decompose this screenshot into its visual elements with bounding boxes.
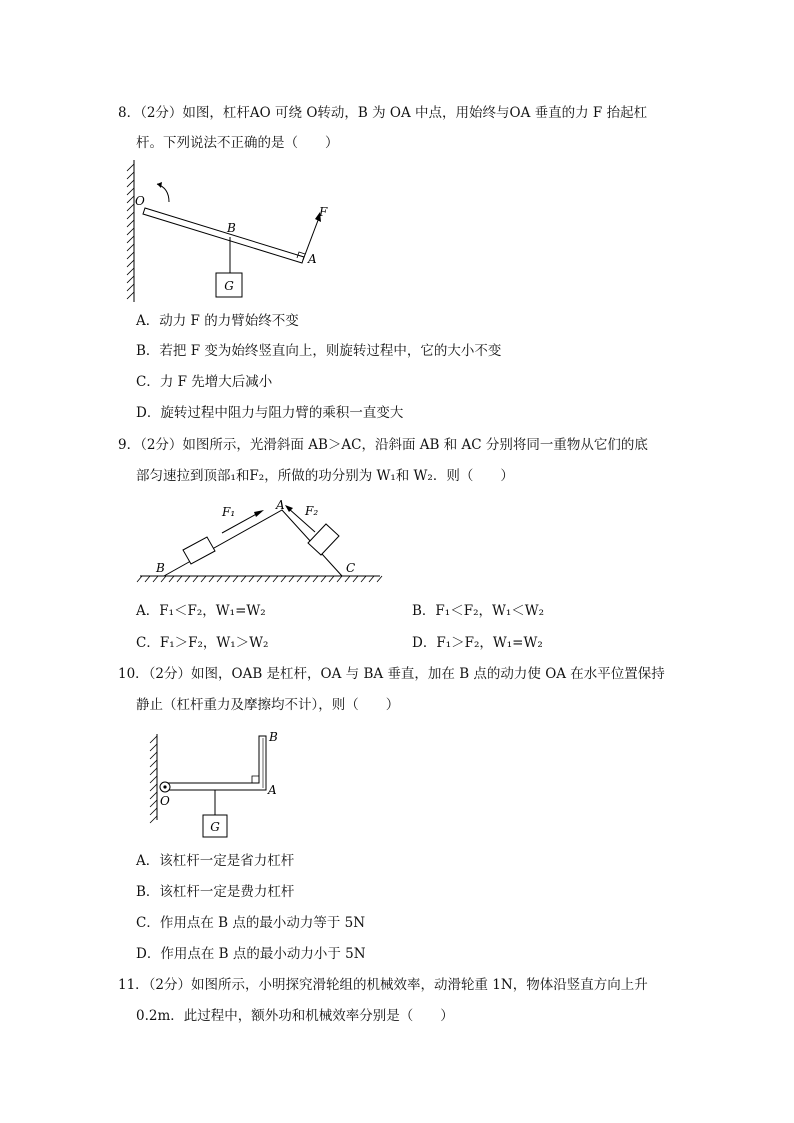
- q8-option-a: A．动力 F 的力臂始终不变: [136, 313, 299, 329]
- q10-lever-figure: [148, 728, 298, 840]
- q9-label-A: A: [276, 498, 285, 512]
- q10-option-d: D．作用点在 B 点的最小动力小于 5N: [136, 946, 366, 962]
- q9-option-c: C．F₁＞F₂，W₁＞W₂: [136, 635, 269, 651]
- q10-stem-line1: 10．（2分）如图，OAB 是杠杆，OA 与 BA 垂直，加在 B 点的动力使 OA 在水平位置保持: [118, 666, 665, 682]
- q10-option-b: B．该杠杆一定是费力杠杆: [136, 884, 295, 900]
- q9-option-d: D．F₁＞F₂，W₁=W₂: [412, 635, 543, 651]
- q10-label-O: O: [160, 794, 170, 808]
- q10-label-B: B: [269, 730, 278, 744]
- q11-stem-line1: 11．（2分）如图所示，小明探究滑轮组的机械效率，动滑轮重 1N，物体沿竖直方向上升: [118, 977, 648, 993]
- q8-option-b: B．若把 F 变为始终竖直向上，则旋转过程中，它的大小不变: [136, 343, 502, 359]
- q9-label-C: C: [346, 561, 356, 575]
- q9-label-F1: F₁: [222, 505, 236, 519]
- q9-stem-line1: 9．（2分）如图所示，光滑斜面 AB＞AC，沿斜面 AB 和 AC 分别将同一重物从它们的底: [118, 437, 648, 453]
- q8-label-O: O: [135, 194, 145, 208]
- q8-label-F: F: [319, 205, 328, 219]
- q9-option-a: A．F₁＜F₂，W₁=W₂: [136, 603, 266, 619]
- q8-label-B: B: [227, 221, 236, 235]
- q8-option-c: C．力 F 先增大后减小: [136, 374, 273, 390]
- q11-stem-line2: 0.2m．此过程中，额外功和机械效率分别是（ ）: [136, 1008, 454, 1024]
- q9-incline-figure: [136, 498, 386, 588]
- q9-label-B: B: [156, 561, 165, 575]
- q8-stem-line1: 8．（2分）如图，杠杆AO 可绕 O转动，B 为 OA 中点，用始终与OA 垂直的力 F 抬起杠: [118, 105, 648, 121]
- q8-lever-figure: [125, 160, 355, 310]
- q9-stem-line2: 部匀速拉到顶部₁和F₂，所做的功分别为 W₁和 W₂．则（ ）: [136, 468, 514, 484]
- q10-stem-line2: 静止（杠杆重力及摩擦均不计），则（ ）: [136, 697, 400, 713]
- q10-label-G: G: [210, 820, 220, 834]
- q10-option-a: A．该杠杆一定是省力杠杆: [136, 853, 295, 869]
- q9-label-F2: F₂: [305, 504, 319, 518]
- q10-label-A: A: [268, 783, 277, 797]
- q8-label-A: A: [308, 252, 317, 266]
- q8-option-d: D．旋转过程中阻力与阻力臂的乘积一直变大: [136, 405, 404, 421]
- q8-stem-line2: 杆。下列说法不正确的是（ ）: [136, 135, 339, 151]
- q10-option-c: C．作用点在 B 点的最小动力等于 5N: [136, 915, 366, 931]
- q8-label-G: G: [224, 279, 234, 293]
- q9-option-b: B．F₁＜F₂，W₁＜W₂: [412, 603, 545, 619]
